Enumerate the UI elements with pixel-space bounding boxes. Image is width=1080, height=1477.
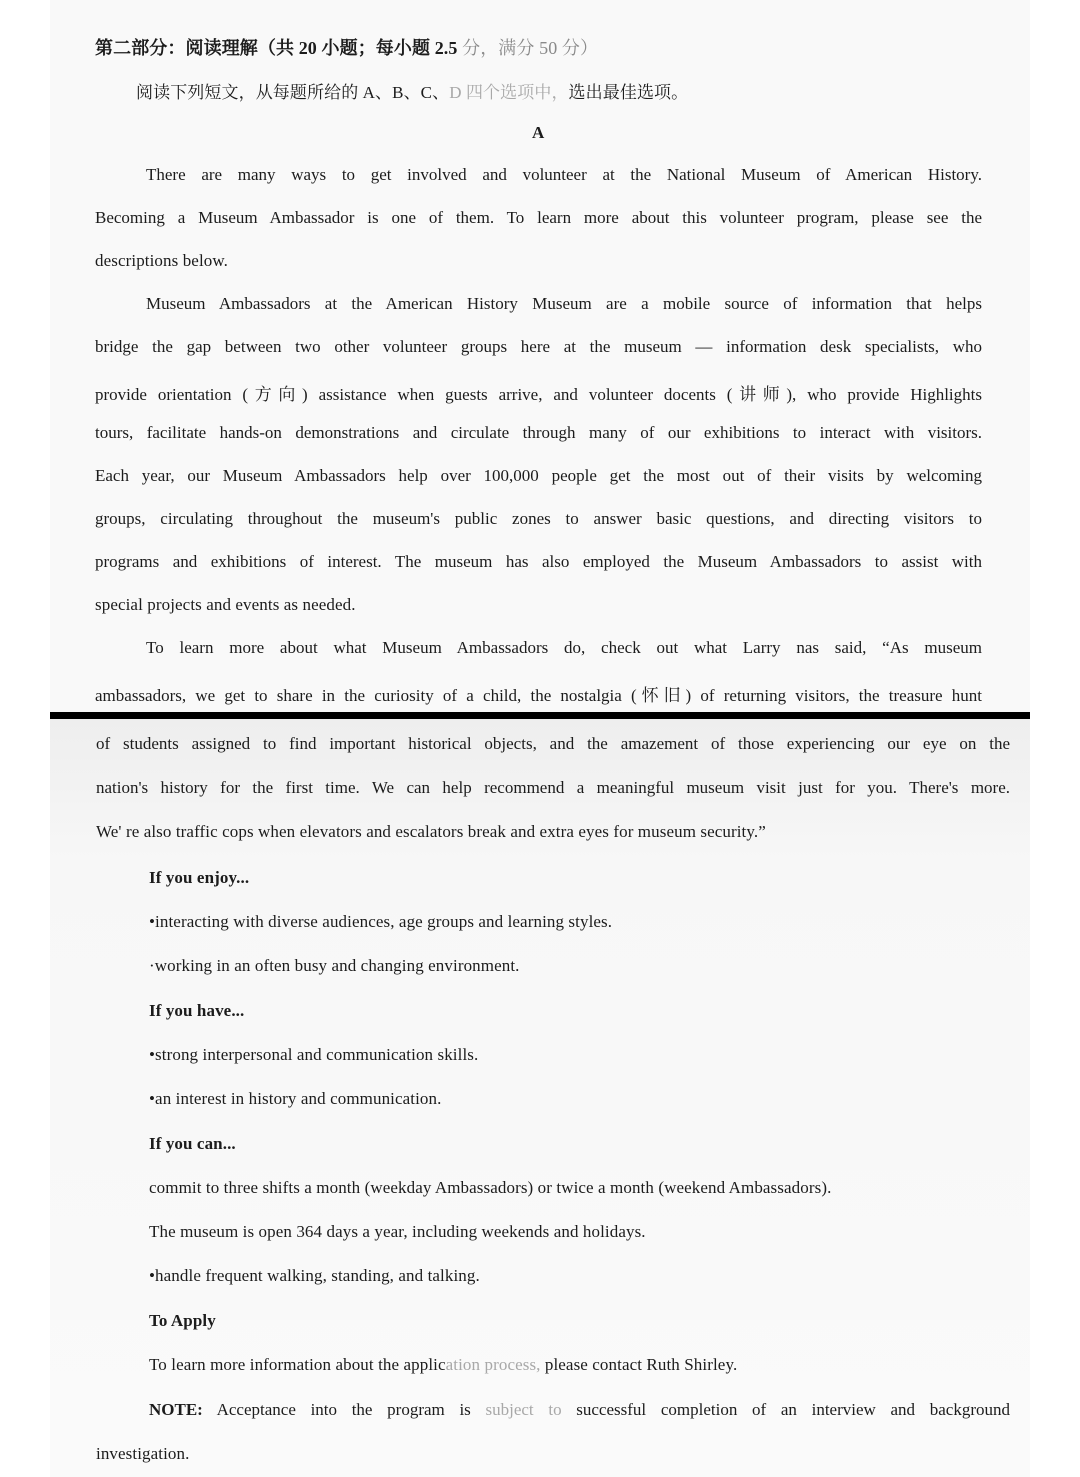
list-item: •interacting with diverse audiences, age groups and learning styles. (149, 912, 613, 931)
list-item: ·working in an often busy and changing environment. (149, 956, 520, 975)
passage-line: bridge the gap between two other volunteer groups here at the museum — information desk specialists, who (95, 337, 982, 356)
apply-text-end: please contact Ruth Shirley. (540, 1355, 738, 1374)
passage-line: nation's history for the first time. We can help recommend a meaningful museum visit just for you. There's more. (96, 778, 1010, 797)
section-title-main: 第二部分：阅读理解（共 20 小题；每小题 2.5 (95, 38, 458, 58)
enjoy-heading: If you enjoy... (149, 868, 250, 887)
instruction-line (136, 78, 688, 103)
passage-line: groups, circulating throughout the museum's public zones to answer basic questions, and directing visitors to (95, 509, 982, 528)
apply-text-main: To learn more information about the applic (149, 1355, 446, 1374)
passage-line: Becoming a Museum Ambassador is one of them. To learn more about this volunteer program, please see the (95, 208, 982, 227)
passage-line: Museum Ambassadors at the American History Museum are a mobile source of information that helps (146, 294, 982, 313)
note-text-b: successful completion of an interview and background (561, 1400, 1010, 1419)
note-last-line: investigation. (96, 1444, 190, 1463)
section-title (95, 34, 598, 60)
can-heading: If you can... (149, 1134, 236, 1153)
instruction-main: 阅读下列短文，从每题所给的 A、B、C、 (136, 83, 450, 102)
passage-line: Each year, our Museum Ambassadors help over 100,000 people get the most out of their visits by welcoming (95, 466, 982, 485)
note-line (149, 1400, 1010, 1420)
have-heading: If you have... (149, 1001, 245, 1020)
passage-line: There are many ways to get involved and volunteer at the National Museum of American History. (146, 165, 982, 184)
apply-heading: To Apply (149, 1311, 216, 1330)
note-text-faded: subject to (485, 1400, 562, 1419)
passage-line: programs and exhibitions of interest. The museum has also employed the Museum Ambassadors to assist with (95, 552, 982, 571)
note-text-a: Acceptance into the program is (202, 1400, 486, 1419)
list-item: •handle frequent walking, standing, and talking. (149, 1266, 480, 1285)
passage-line: provide orientation (方向) assistance when guests arrive, and volunteer docents (讲师), who provide Highlights (95, 385, 982, 404)
section-title-faded: 分，满分 50 分） (462, 38, 599, 58)
passage-line: of students assigned to find important historical objects, and the amazement of those experiencing our eye on the (96, 734, 1010, 753)
note-label: NOTE: (149, 1400, 203, 1419)
instruction-end: 选出最佳选项。 (568, 83, 689, 102)
passage-letter: A (532, 123, 545, 142)
list-item: The museum is open 364 days a year, including weekends and holidays. (149, 1222, 646, 1241)
apply-text (149, 1355, 737, 1375)
passage-line: descriptions below. (95, 251, 228, 270)
instruction-faded: D 四个选项中， (449, 83, 569, 102)
passage-line: special projects and events as needed. (95, 595, 356, 614)
passage-line: tours, facilitate hands-on demonstrations and circulate through many of our exhibitions to interact with visitors. (95, 423, 982, 442)
page-divider-bar (50, 712, 1030, 719)
passage-line: To learn more about what Museum Ambassadors do, check out what Larry nas said, “As museum (146, 638, 982, 657)
list-item: •strong interpersonal and communication skills. (149, 1045, 479, 1064)
passage-line: We' re also traffic cops when elevators and escalators break and extra eyes for museum security.” (96, 822, 766, 841)
list-item: commit to three shifts a month (weekday Ambassadors) or twice a month (weekend Ambassadors). (149, 1178, 832, 1197)
passage-line: ambassadors, we get to share in the curiosity of a child, the nostalgia (怀旧) of returning visitors, the treasure hunt (95, 686, 982, 705)
list-item: •an interest in history and communication. (149, 1089, 442, 1108)
apply-text-faded: ation process, (445, 1355, 541, 1374)
